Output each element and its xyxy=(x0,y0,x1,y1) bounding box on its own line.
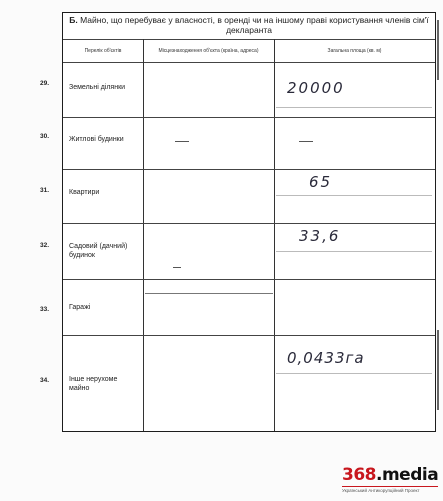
watermark-tagline: Український Антикорупційний Проект xyxy=(342,488,420,493)
declaration-form xyxy=(62,12,436,432)
faint-line xyxy=(276,195,432,196)
row-divider xyxy=(63,223,435,224)
section-title xyxy=(63,15,435,35)
area-value-31: 65 xyxy=(309,173,333,191)
row-number-31: 31. xyxy=(40,187,50,194)
row-31-label xyxy=(69,188,99,197)
row-label-text: Квартири xyxy=(69,189,100,196)
column-divider xyxy=(143,39,144,431)
row-label-text: Садовий (дачний) будинок xyxy=(69,243,128,259)
scan-edge-mark xyxy=(437,20,439,80)
watermark-brand xyxy=(342,466,438,484)
row-divider xyxy=(63,117,435,118)
column-header-item: Перелік об'єктів xyxy=(63,39,143,63)
row-number-33: 33. xyxy=(40,306,50,313)
watermark-underline xyxy=(342,486,438,487)
watermark-brand-suffix: .media xyxy=(376,465,439,485)
row-label-text: Житлові будинки xyxy=(69,136,124,143)
row-number-32: 32. xyxy=(40,242,50,249)
row-number-29: 29. xyxy=(40,80,50,87)
row-33-label xyxy=(69,303,90,312)
row-34-label xyxy=(69,375,139,393)
faint-line xyxy=(276,251,432,252)
column-header-area: Загальна площа (кв. м) xyxy=(274,39,435,63)
section-title-text: Майно, що перебуває у власності, в оренді чи на іншому праві користування членів сім'ї декларанта xyxy=(80,15,429,35)
section-letter: Б. xyxy=(69,15,78,25)
scan-edge-mark xyxy=(437,330,439,410)
area-value-29: 20000 xyxy=(287,79,345,97)
watermark-brand-number: 368 xyxy=(342,465,376,485)
row-label-text: Гаражі xyxy=(69,304,91,311)
faint-line xyxy=(276,107,432,108)
row-number-30: 30. xyxy=(40,133,50,140)
row-divider xyxy=(63,335,435,336)
row-label-text: Земельні ділянки xyxy=(69,84,126,91)
watermark-logo xyxy=(342,466,438,494)
area-value-32: 33,6 xyxy=(299,227,341,245)
row-29-label xyxy=(69,83,125,92)
column-divider xyxy=(274,39,275,431)
empty-cell-dash xyxy=(299,141,313,142)
row-divider xyxy=(63,169,435,170)
empty-cell-dash xyxy=(173,267,181,268)
area-value-34: 0,0433га xyxy=(287,349,365,367)
faint-line xyxy=(145,293,273,294)
row-30-label xyxy=(69,135,124,144)
row-number-34: 34. xyxy=(40,377,50,384)
row-32-label xyxy=(69,242,139,260)
row-divider xyxy=(63,279,435,280)
faint-line xyxy=(276,373,432,374)
column-header-location: Місцезнаходження об'єкта (країна, адреса) xyxy=(143,39,274,63)
empty-cell-dash xyxy=(175,141,189,142)
row-label-text: Інше нерухоме майно xyxy=(69,376,118,392)
